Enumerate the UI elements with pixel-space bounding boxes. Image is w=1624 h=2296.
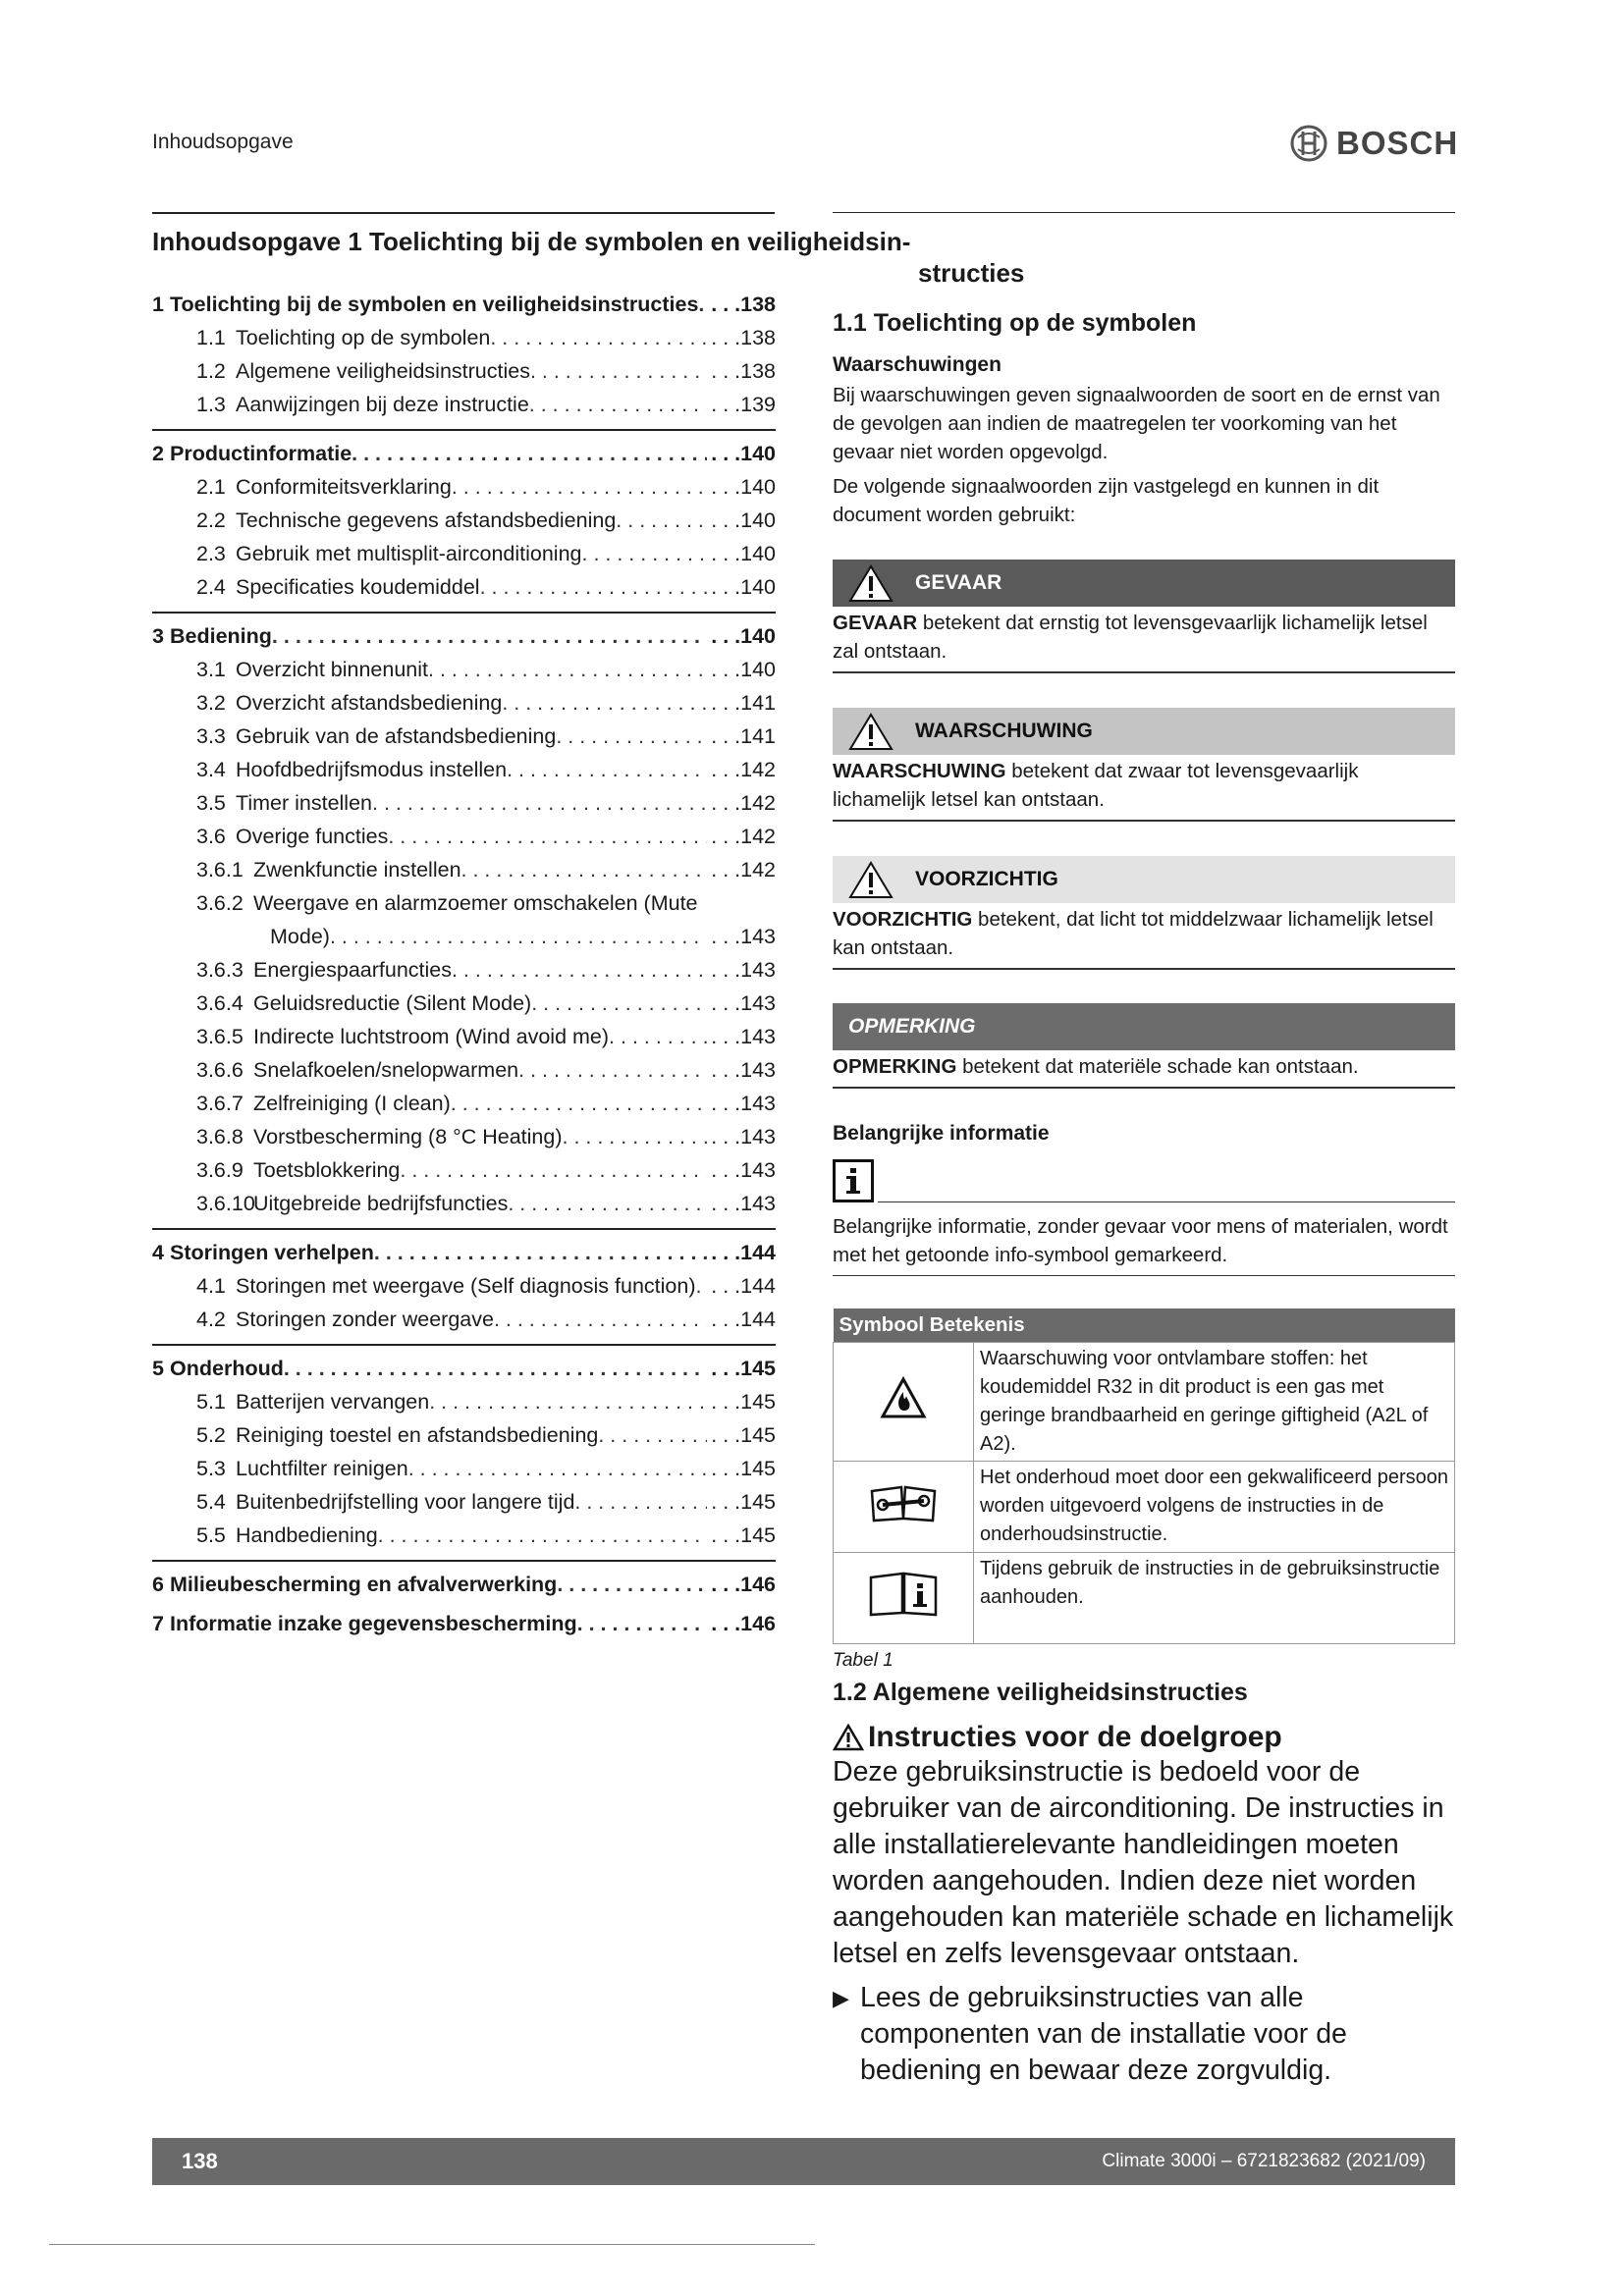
page-number: 138 (182, 2149, 218, 2173)
toc-entry[interactable] (152, 786, 776, 820)
toc-entry-number: 3.6 (196, 825, 226, 848)
toc-entry-number: 5.3 (196, 1457, 226, 1480)
toc-leader-dots (330, 920, 707, 953)
opmerking-banner: OPMERKING (833, 1003, 1455, 1050)
toc-entry-label: Geluidsreductie (Silent Mode) (253, 991, 532, 1015)
toc-entry-number: 2.1 (196, 475, 226, 499)
toc-entry[interactable] (152, 1269, 776, 1303)
content-top-rule (833, 212, 1455, 213)
toc-entry-page: . . .140 (711, 575, 776, 599)
toc-title: Inhoudsopgave 1 Toelichting bij de symbolen en veiligheidsin- (152, 227, 911, 256)
waarschuwing-label: WAARSCHUWING (915, 720, 1093, 742)
toc-entry[interactable] (152, 653, 776, 686)
toc-entry-label: Onderhoud (170, 1357, 284, 1380)
section-1-title-continued: structies (918, 258, 1025, 288)
toc-entry-page: . . .138 (711, 293, 776, 316)
toc-entry[interactable] (152, 720, 776, 753)
voorzichtig-banner (833, 856, 1455, 903)
toc-entry-number: 6 (152, 1573, 164, 1596)
toc-entry-label: Informatie inzake gegevensbescherming (170, 1612, 577, 1635)
gevaar-term: GEVAAR (833, 612, 918, 634)
toc-entry-page: . . .146 (711, 1612, 776, 1635)
toc-entry-label: Specificaties koudemiddel (236, 575, 480, 599)
toc-leader-dots (582, 537, 708, 570)
table-of-contents (152, 282, 776, 1640)
toc-entry[interactable] (152, 619, 776, 653)
toc-entry-page: . . .140 (711, 542, 776, 565)
toc-entry-label: Conformiteitsverklaring (236, 475, 452, 499)
toc-entry-page: . . .142 (711, 791, 776, 815)
toc-entry-page: . . .141 (711, 691, 776, 715)
toc-entry-label: Bediening (170, 624, 272, 648)
toc-entry[interactable] (152, 1303, 776, 1336)
info-icon (833, 1159, 874, 1202)
toc-entry-label: Uitgebreide bedrijfsfuncties (253, 1192, 509, 1215)
toc-leader-dots (557, 1568, 707, 1601)
toc-entry-page: . . .139 (711, 393, 776, 416)
toc-entry-page: . . .144 (711, 1274, 776, 1298)
toc-entry[interactable] (152, 853, 776, 886)
waarschuwing-text: betekent dat zwaar tot levensgevaarlijk lichamelijk letsel kan ontstaan. (833, 760, 1359, 811)
toc-entry[interactable] (152, 1053, 776, 1087)
toc-entry-number: 1.3 (196, 393, 226, 416)
toc-entry[interactable] (152, 1568, 776, 1601)
toc-leader-dots (695, 1269, 707, 1303)
toc-leader-dots (388, 820, 707, 853)
toc-entry-label: Gebruik met multisplit-airconditioning (236, 542, 582, 565)
toc-entry-number: 2.2 (196, 508, 226, 532)
symbol-table-block (833, 1308, 1455, 1672)
toc-entry[interactable] (152, 388, 776, 421)
toc-entry-number: 3.6.5 (196, 1025, 244, 1048)
toc-entry-label: Indirecte luchtstroom (Wind avoid me) (253, 1025, 610, 1048)
toc-entry-label: Mode) (270, 925, 330, 948)
voorzichtig-text: betekent, dat licht tot middelzwaar lichamelijk letsel kan ontstaan. (833, 908, 1434, 959)
warnings-paragraph-2: De volgende signaalwoorden zijn vastgelegd en kunnen in dit document worden gebruikt: (833, 475, 1380, 526)
toc-entry[interactable] (152, 1485, 776, 1519)
toc-leader-dots (530, 354, 707, 388)
toc-entry-page: . . .142 (711, 825, 776, 848)
toc-section (152, 1601, 776, 1640)
warning-triangle-icon (833, 1724, 864, 1751)
toc-entry-label: Storingen met weergave (Self diagnosis function) (236, 1274, 696, 1298)
toc-entry-page: . . .140 (711, 508, 776, 532)
voorzichtig-label: VOORZICHTIG (915, 868, 1058, 890)
toc-leader-dots (531, 987, 707, 1020)
toc-entry-number: 5.5 (196, 1523, 226, 1547)
table-cell-icon (834, 1462, 974, 1553)
toc-section (152, 614, 776, 1230)
toc-entry[interactable] (152, 1452, 776, 1485)
toc-entry-page: . . .141 (711, 724, 776, 748)
toc-entry[interactable] (152, 753, 776, 786)
opmerking-block (833, 1003, 1455, 1089)
toc-section (152, 1562, 776, 1601)
section-1-2-title: 1.2 Algemene veiligheidsinstructies (833, 1679, 1248, 1706)
toc-entry[interactable] (152, 1385, 776, 1418)
toc-entry[interactable] (152, 288, 776, 321)
toc-entry-number: 3.6.3 (196, 958, 244, 982)
toc-entry-page: . . .145 (711, 1523, 776, 1547)
important-info-block (833, 1122, 1455, 1276)
toc-leader-dots (451, 1087, 707, 1120)
toc-section (152, 1230, 776, 1346)
toc-entry-number: 3.6.2 (196, 891, 244, 915)
toc-leader-dots (518, 1053, 707, 1087)
toc-entry-page: . . .143 (711, 1058, 776, 1082)
toc-section (152, 282, 776, 431)
toc-entry-label: Weergave en alarmzoemer omschakelen (Mute (253, 891, 698, 915)
gevaar-description (833, 609, 1455, 673)
toc-top-rule (152, 212, 775, 214)
toc-entry-number: 4 (152, 1241, 164, 1264)
toc-entry[interactable] (152, 1418, 776, 1452)
toc-entry[interactable] (152, 1236, 776, 1269)
target-group-text: Deze gebruiksinstructie is bedoeld voor de gebruiker van de airconditioning. De instructies in alle installatierelevante handleidingen moeten worden aangehouden. Indien deze niet worden aangehouden kan materiële schade en lichamelijk letsel en zelfs levensgevaar ontstaan. (833, 1756, 1454, 1969)
toc-entry-label: Productinformatie (170, 442, 352, 465)
opmerking-description (833, 1052, 1455, 1089)
toc-entry[interactable] (152, 504, 776, 537)
toc-entry-number: 3.5 (196, 791, 226, 815)
toc-entry-page: . . .140 (711, 442, 776, 465)
toc-entry-page: . . .143 (711, 1192, 776, 1215)
symbol-table-header: Symbool Betekenis (834, 1308, 1455, 1343)
table-row (834, 1343, 1455, 1462)
toc-leader-dots (372, 786, 707, 820)
table-caption: Tabel 1 (833, 1650, 893, 1671)
info-symbol-row (833, 1159, 1455, 1202)
section-1-2 (833, 1679, 1455, 2089)
toc-leader-dots (577, 1607, 708, 1640)
toc-entry[interactable] (152, 1519, 776, 1552)
toc-entry-number: 3.4 (196, 758, 226, 781)
table-cell-text: Waarschuwing voor ontvlambare stoffen: het koudemiddel R32 in dit product is een gas met geringe brandbaarheid en geringe giftigheid (A2L of A2). (974, 1343, 1455, 1462)
toc-entry[interactable] (152, 1087, 776, 1120)
important-info-text: Belangrijke informatie, zonder gevaar voor mens of materialen, wordt met het getoonde info-symbool gemarkeerd. (833, 1212, 1455, 1276)
toc-entry-label: Hoofdbedrijfsmodus instellen (236, 758, 508, 781)
toc-entry[interactable] (152, 686, 776, 720)
toc-entry-label: Storingen zonder weergave (236, 1308, 494, 1331)
table-cell-icon (834, 1553, 974, 1644)
toc-entry-number: 1.1 (196, 326, 226, 349)
toc-entry[interactable] (152, 470, 776, 504)
gevaar-block (833, 560, 1455, 673)
toc-entry-page: . . .140 (711, 624, 776, 648)
toc-entry-label: Energiespaarfuncties (253, 958, 452, 982)
toc-entry-label: Snelafkoelen/snelopwarmen (253, 1058, 519, 1082)
table-cell-icon (834, 1343, 974, 1462)
important-info-heading: Belangrijke informatie (833, 1122, 1050, 1145)
document-info: Climate 3000i – 6721823682 (2021/09) (1102, 2151, 1426, 2171)
warning-triangle-icon (848, 860, 893, 899)
toc-entry-page: . . .143 (711, 991, 776, 1015)
toc-entry-page: . . .145 (711, 1490, 776, 1514)
service-manual-icon (869, 1483, 938, 1522)
toc-entry[interactable] (152, 437, 776, 470)
toc-entry-page: . . .145 (711, 1357, 776, 1380)
toc-leader-dots (378, 1519, 708, 1552)
target-group-heading (833, 1721, 1455, 1754)
toc-entry[interactable] (152, 953, 776, 987)
toc-entry-number: 5.4 (196, 1490, 226, 1514)
toc-leader-dots (374, 1236, 707, 1269)
voorzichtig-block (833, 856, 1455, 970)
toc-leader-dots (480, 570, 708, 604)
toc-section (152, 431, 776, 614)
toc-leader-dots (502, 686, 707, 720)
waarschuwing-term: WAARSCHUWING (833, 760, 1006, 782)
toc-entry[interactable] (152, 920, 776, 953)
toc-entry-number: 1 (152, 293, 164, 316)
toc-leader-dots (609, 1020, 707, 1053)
flammable-warning-icon (880, 1376, 927, 1419)
toc-entry[interactable] (152, 1352, 776, 1385)
toc-entry-page: . . .143 (711, 1025, 776, 1048)
waarschuwing-description (833, 757, 1455, 822)
toc-leader-dots (529, 388, 707, 421)
waarschuwing-banner (833, 708, 1455, 755)
symbol-table (833, 1308, 1455, 1644)
toc-leader-dots (563, 1120, 708, 1153)
table-cell-text: Het onderhoud moet door een gekwalificeerd persoon worden uitgevoerd volgens de instructies in de onderhoudsinstructie. (974, 1462, 1455, 1553)
toc-leader-dots (400, 1153, 707, 1187)
toc-leader-dots (494, 1303, 707, 1336)
opmerking-text: betekent dat materiële schade kan ontstaan. (956, 1055, 1359, 1078)
instruction-manual-info-icon (868, 1572, 939, 1617)
warnings-paragraph-1: Bij waarschuwingen geven signaalwoorden de soort en de ernst van de gevolgen aan indien de maatregelen ter voorkoming van het gevaar niet worden opgevolgd. (833, 384, 1440, 463)
bottom-scan-rule (49, 2244, 815, 2245)
instruction-bullet (833, 1980, 1455, 2089)
toc-entry-page: . . .146 (711, 1573, 776, 1596)
toc-entry[interactable] (152, 820, 776, 853)
toc-entry-page: . . .138 (711, 326, 776, 349)
toc-entry-label: Luchtfilter reinigen (236, 1457, 408, 1480)
toc-entry-number: 1.2 (196, 359, 226, 383)
toc-entry[interactable] (152, 987, 776, 1020)
toc-entry-label: Batterijen vervangen (236, 1390, 430, 1414)
toc-entry-label: Toetsblokkering (253, 1158, 401, 1182)
toc-leader-dots (508, 1187, 707, 1220)
info-rule (878, 1201, 1455, 1202)
toc-entry-page: . . .143 (711, 958, 776, 982)
toc-entry-number: 3.6.7 (196, 1092, 244, 1115)
toc-entry[interactable] (152, 1187, 776, 1220)
toc-entry-number: 3.6.1 (196, 858, 244, 881)
toc-entry[interactable] (152, 886, 776, 920)
section-1-1-title: 1.1 Toelichting op de symbolen (833, 309, 1197, 337)
toc-entry-number: 3.6.9 (196, 1158, 244, 1182)
toc-leader-dots (452, 953, 707, 987)
table-row (834, 1553, 1455, 1644)
toc-entry-number: 4.1 (196, 1274, 226, 1298)
toc-entry-number: 5.1 (196, 1390, 226, 1414)
waarschuwing-block (833, 708, 1455, 822)
toc-entry[interactable] (152, 1020, 776, 1053)
target-group-heading-text: Instructies voor de doelgroep (868, 1721, 1282, 1753)
toc-leader-dots (272, 619, 707, 653)
toc-entry-page: . . .142 (711, 858, 776, 881)
toc-entry-page: . . .144 (711, 1308, 776, 1331)
toc-leader-dots (490, 321, 707, 354)
bosch-wordmark: BOSCH (1336, 125, 1459, 161)
gevaar-label: GEVAAR (915, 571, 1002, 594)
toc-entry-label: Technische gegevens afstandsbediening (236, 508, 617, 532)
warning-triangle-icon (848, 563, 893, 603)
toc-section (152, 1346, 776, 1562)
toc-entry-number: 2.3 (196, 542, 226, 565)
toc-entry-label: Milieubescherming en afvalverwerking (170, 1573, 558, 1596)
toc-entry-label: Overzicht binnenunit (236, 658, 428, 681)
toc-entry-page: . . .143 (711, 1092, 776, 1115)
toc-entry-page: . . .142 (711, 758, 776, 781)
toc-entry-label: Storingen verhelpen (170, 1241, 374, 1264)
toc-entry[interactable] (152, 570, 776, 604)
toc-entry-label: Reiniging toestel en afstandsbediening (236, 1423, 599, 1447)
toc-leader-dots (574, 1485, 707, 1519)
bosch-armature-icon (1289, 124, 1328, 163)
toc-leader-dots (429, 1385, 707, 1418)
toc-leader-dots (428, 653, 707, 686)
toc-entry-number: 4.2 (196, 1308, 226, 1331)
gevaar-text: betekent dat ernstig tot levensgevaarlijk lichamelijk letsel zal ontstaan. (833, 612, 1428, 663)
warning-triangle-icon (848, 712, 893, 751)
toc-entry-page: . . .143 (711, 1158, 776, 1182)
toc-entry-number: 3.1 (196, 658, 226, 681)
toc-entry[interactable] (152, 1153, 776, 1187)
opmerking-term: OPMERKING (833, 1055, 957, 1078)
toc-leader-dots (507, 753, 707, 786)
warnings-heading: Waarschuwingen (833, 353, 1001, 376)
toc-entry-label: Handbediening (236, 1523, 378, 1547)
running-header: Inhoudsopgave (152, 131, 294, 153)
toc-entry-number: 2.4 (196, 575, 226, 599)
toc-entry-label: Toelichting op de symbolen (236, 326, 491, 349)
voorzichtig-description (833, 905, 1455, 970)
toc-entry-number: 2 (152, 442, 164, 465)
gevaar-banner (833, 560, 1455, 607)
footer-bar (152, 2138, 1455, 2185)
toc-entry-label: Toelichting bij de symbolen en veiligheidsinstructies (170, 293, 699, 316)
toc-leader-dots (616, 504, 707, 537)
toc-entry-number: 3 (152, 624, 164, 648)
toc-entry-number: 3.3 (196, 724, 226, 748)
toc-entry-number: 3.6.6 (196, 1058, 244, 1082)
voorzichtig-term: VOORZICHTIG (833, 908, 973, 931)
toc-entry-page: . . .145 (711, 1457, 776, 1480)
toc-leader-dots (284, 1352, 707, 1385)
toc-entry-label: Vorstbescherming (8 °C Heating) (253, 1125, 563, 1148)
toc-entry[interactable] (152, 1120, 776, 1153)
toc-leader-dots (461, 853, 708, 886)
table-row (834, 1462, 1455, 1553)
toc-entry-label: Zelfreiniging (I clean) (253, 1092, 451, 1115)
bosch-logo (1289, 124, 1458, 163)
toc-leader-dots (452, 470, 707, 504)
toc-entry-number: 5.2 (196, 1423, 226, 1447)
section-1-1 (833, 309, 1455, 529)
toc-entry[interactable] (152, 354, 776, 388)
toc-entry-page: . . .140 (711, 658, 776, 681)
toc-entry-page: . . .145 (711, 1390, 776, 1414)
toc-entry-page: . . .138 (711, 359, 776, 383)
toc-entry-number: 5 (152, 1357, 164, 1380)
toc-entry[interactable] (152, 321, 776, 354)
toc-leader-dots (556, 720, 707, 753)
toc-entry[interactable] (152, 1607, 776, 1640)
toc-entry-label: Overige functies (236, 825, 389, 848)
toc-entry-label: Timer instellen (236, 791, 372, 815)
toc-entry-label: Algemene veiligheidsinstructies (236, 359, 530, 383)
bullet-arrow-icon: ▶ (833, 1986, 849, 2010)
toc-leader-dots (352, 437, 707, 470)
toc-entry-page: . . .145 (711, 1423, 776, 1447)
toc-entry-label: Aanwijzingen bij deze instructie (236, 393, 529, 416)
bullet-text: Lees de gebruiksinstructies van alle componenten van de installatie voor de bediening en bewaar deze zorgvuldig. (860, 1982, 1347, 2086)
toc-entry-label: Overzicht afstandsbediening (236, 691, 503, 715)
toc-leader-dots (598, 1418, 707, 1452)
toc-leader-dots (698, 288, 707, 321)
toc-entry-page: . . .143 (711, 925, 776, 948)
toc-entry-number: 3.6.8 (196, 1125, 244, 1148)
toc-entry-page: . . .143 (711, 1125, 776, 1148)
toc-entry-number: 3.6.10 (196, 1192, 255, 1215)
toc-entry-label: Buitenbedrijfstelling voor langere tijd (236, 1490, 575, 1514)
toc-entry[interactable] (152, 537, 776, 570)
toc-entry-number: 3.6.4 (196, 991, 244, 1015)
table-cell-text: Tijdens gebruik de instructies in de gebruiksinstructie aanhouden. (974, 1553, 1455, 1644)
toc-entry-label: Gebruik van de afstandsbediening (236, 724, 557, 748)
toc-entry-label: Zwenkfunctie instellen (253, 858, 461, 881)
toc-entry-number: 3.2 (196, 691, 226, 715)
toc-entry-page: . . .140 (711, 475, 776, 499)
toc-entry-page: . . .144 (711, 1241, 776, 1264)
toc-entry-number: 7 (152, 1612, 164, 1635)
toc-leader-dots (408, 1452, 708, 1485)
